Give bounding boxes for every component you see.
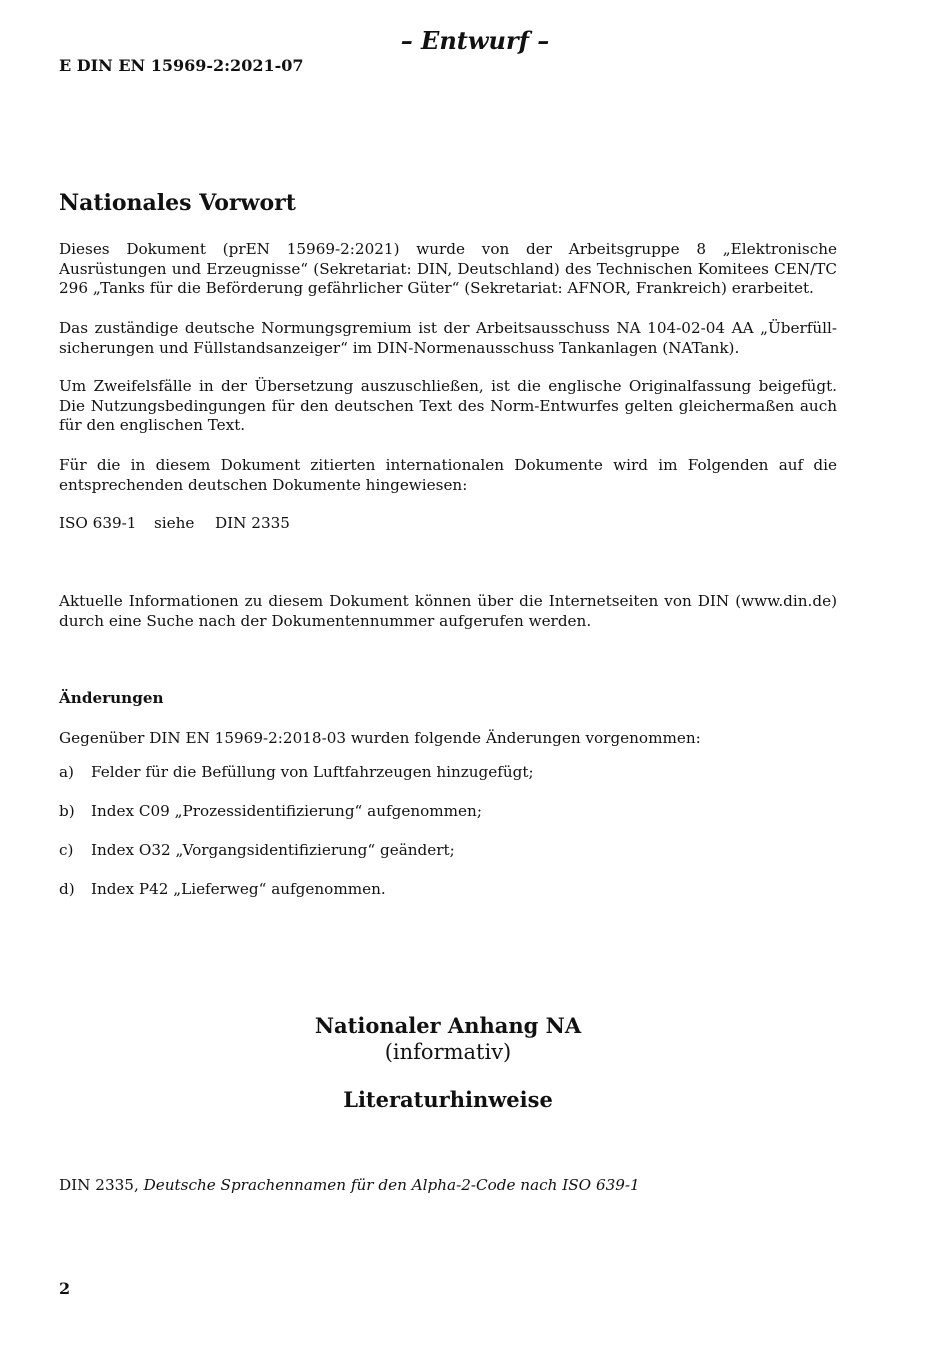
draft-label: – Entwurf – (400, 26, 550, 55)
bibliography-number: DIN 2335, (59, 1176, 139, 1194)
list-item-text: Felder für die Befüllung von Luftfahrzeugen hinzugefügt; (91, 763, 534, 781)
list-item-text: Index C09 „Prozessidentifizierung“ aufgenommen; (91, 802, 482, 820)
info-paragraph: Aktuelle Informationen zu diesem Dokument können über die Internetseiten von DIN (www.din.de) durch eine Suche nach der Dokumentennummer aufgerufen werden. (59, 592, 837, 630)
foreword-paragraph-1: Dieses Dokument (prEN 15969-2:2021) wurde von der Arbeitsgruppe 8 „Elektronische Ausrüstungen und Erzeugnisse“ (Sekretariat: DIN, Deutschland) des Technischen Komitees CEN/TC 296 „Tanks für die Beförderung gefährlicher Güter“ (Sekretariat: AFNOR, Frankreich) erarbeitet. (59, 240, 837, 297)
document-id: E DIN EN 15969-2:2021-07 (59, 56, 304, 75)
list-item-marker: b) (59, 802, 75, 820)
annex-subtitle: (informativ) (384, 1040, 512, 1064)
bibliography-heading: Literaturhinweise (343, 1087, 553, 1112)
list-item-marker: d) (59, 880, 75, 898)
foreword-paragraph-4: Für die in diesem Dokument zitierten internationalen Dokumente wird im Folgenden auf die entsprechenden deutschen Dokumente hingewiesen: (59, 456, 837, 494)
reference-international: ISO 639-1 (59, 514, 137, 532)
changes-intro: Gegenüber DIN EN 15969-2:2018-03 wurden folgende Änderungen vorgenommen: (59, 729, 701, 747)
page-number: 2 (59, 1279, 71, 1298)
list-item-text: Index O32 „Vorgangsidentifizierung“ geändert; (91, 841, 455, 859)
reference-national: DIN 2335 (215, 514, 290, 532)
bibliography-title: Deutsche Sprachennamen für den Alpha-2-Code nach ISO 639-1 (143, 1176, 640, 1194)
list-item-marker: c) (59, 841, 74, 859)
list-item-text: Index P42 „Lieferweg“ aufgenommen. (91, 880, 386, 898)
bibliography-entry (59, 1176, 640, 1194)
foreword-paragraph-3: Um Zweifelsfälle in der Übersetzung auszuschließen, ist die englische Originalfassung beigefügt. Die Nutzungsbedingungen für den deutschen Text des Norm-Entwurfes gelten gleichermaßen auch für den englischen Text. (59, 377, 837, 434)
changes-heading: Änderungen (59, 689, 164, 707)
list-item-marker: a) (59, 763, 74, 781)
reference-relation: siehe (154, 514, 195, 532)
annex-title: Nationaler Anhang NA (314, 1013, 582, 1038)
foreword-paragraph-2: Das zuständige deutsche Normungsgremium ist der Arbeitsausschuss NA 104-02-04 AA „Überfüllsicherungen und Füllstandsanzeiger“ im DIN-Normenausschuss Tankanlagen (NATank). (59, 319, 837, 357)
foreword-heading: Nationales Vorwort (59, 190, 296, 216)
